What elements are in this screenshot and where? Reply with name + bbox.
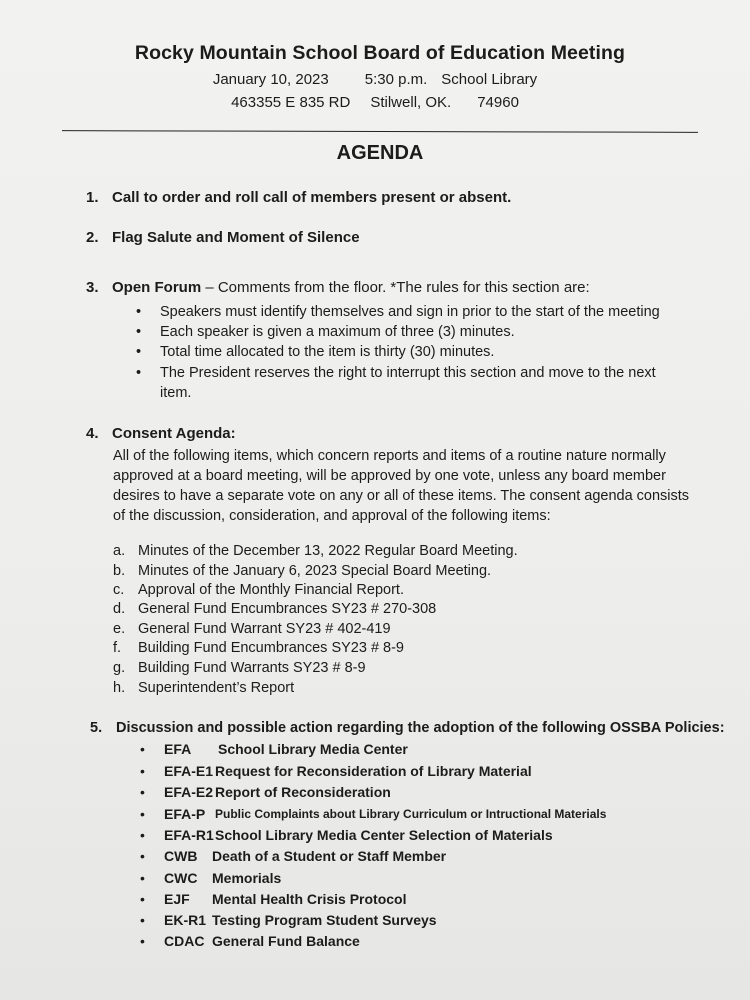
item-title: Discussion and possible action regarding the adoption of the following OSSBA Policies:: [116, 720, 725, 736]
subitem-text: Minutes of the January 6, 2023 Special Board Meeting.: [138, 563, 492, 579]
agenda-item-3: [86, 279, 590, 296]
bullet-text: The President reserves the right to interrupt this section and move to the next: [160, 365, 656, 381]
item-number: 5.: [90, 720, 103, 736]
bullet-icon: •: [136, 304, 142, 320]
meeting-info-line: [0, 71, 750, 88]
bullet-text: Total time allocated to the item is thirty (30) minutes.: [160, 344, 495, 360]
bullet-text: item.: [160, 385, 192, 401]
bullet-icon: •: [140, 848, 145, 864]
policy-description: Report of Reconsideration: [215, 784, 391, 800]
bullet-icon: •: [140, 806, 145, 822]
policy-code: CWB: [164, 848, 198, 864]
agenda-heading: AGENDA: [336, 142, 424, 164]
subitem-text: Building Fund Encumbrances SY23 # 8-9: [138, 640, 404, 656]
subitem-letter: d.: [113, 601, 126, 617]
consent-subitem: [113, 621, 391, 637]
agenda-item-1: [86, 189, 511, 206]
policy-description: Mental Health Crisis Protocol: [212, 891, 407, 907]
address-line: [0, 94, 750, 111]
subitem-text: Approval of the Monthly Financial Report.: [138, 582, 404, 598]
subitem-letter: a.: [113, 543, 126, 559]
consent-subitem: [113, 680, 294, 696]
item-title: Call to order and roll call of members present or absent.: [112, 189, 512, 206]
bullet-icon: •: [140, 912, 145, 928]
policy-code: CWC: [164, 870, 198, 886]
meeting-date: January 10, 2023: [212, 71, 329, 88]
subitem-letter: h.: [113, 680, 126, 696]
consent-agenda-paragraph: All of the following items, which concern reports and items of a routine nature normally approved at a board meeting, will be approved by one vote, unless any board member desires to have a separate vote on any or all of these items. The consent agenda consists of the discussion, consideration, and approval of the following items:: [113, 448, 690, 524]
subitem-letter: b.: [113, 563, 126, 579]
policy-description: Testing Program Student Surveys: [212, 912, 437, 928]
consent-subitem: [113, 563, 491, 579]
bullet-icon: •: [136, 344, 142, 360]
bullet-icon: •: [136, 324, 142, 340]
consent-subitem: [113, 543, 518, 559]
agenda-item-5: [90, 720, 725, 736]
subitem-letter: c.: [113, 582, 125, 598]
subitem-letter: g.: [113, 660, 126, 676]
policy-code: EFA-E1: [164, 763, 214, 779]
policy-code: CDAC: [164, 933, 205, 949]
bullet-icon: •: [140, 784, 145, 800]
item-number: 4.: [86, 425, 99, 442]
subitem-text: Superintendent’s Report: [138, 680, 295, 696]
policy-description: Death of a Student or Staff Member: [212, 848, 447, 864]
bullet-icon: •: [140, 891, 145, 907]
subitem-text: General Fund Encumbrances SY23 # 270-308: [138, 601, 437, 617]
item-title: Flag Salute and Moment of Silence: [112, 229, 360, 246]
policy-code: EFA-R1: [164, 827, 214, 843]
policy-code: EFA-E2: [164, 784, 214, 800]
policy-description: Memorials: [212, 870, 282, 886]
bullet-icon: •: [140, 870, 145, 886]
agenda-item-2: [86, 229, 360, 246]
item-number: 1.: [86, 189, 99, 206]
policy-code: EJF: [164, 891, 190, 907]
bullet-icon: •: [140, 763, 145, 779]
policy-description: School Library Media Center Selection of Materials: [215, 827, 553, 843]
item-title: Open Forum: [112, 279, 202, 296]
item-description: – Comments from the floor. *The rules for this section are:: [201, 279, 590, 296]
meeting-location: School Library: [441, 71, 538, 88]
policy-description: General Fund Balance: [212, 933, 360, 949]
policy-code: EK-R1: [164, 912, 207, 928]
subitem-text: Minutes of the December 13, 2022 Regular Board Meeting.: [138, 543, 518, 559]
policy-code: EFA-P: [164, 806, 206, 822]
bullet-text: Speakers must identify themselves and sign in prior to the start of the meeting: [160, 304, 660, 320]
consent-subitem: [113, 601, 436, 617]
policy-description: School Library Media Center: [218, 741, 408, 757]
street-address: 463355 E 835 RD: [231, 94, 351, 111]
consent-subitem: [113, 582, 404, 598]
zip-code: 74960: [477, 94, 519, 111]
city-state: Stilwell, OK.: [370, 94, 452, 111]
bullet-icon: •: [140, 741, 145, 757]
bullet-icon: •: [140, 933, 145, 949]
subitem-text: Building Fund Warrants SY23 # 8-9: [138, 660, 366, 676]
document-title: Rocky Mountain School Board of Education Meeting: [134, 42, 626, 64]
item-title: Consent Agenda:: [112, 425, 236, 442]
bullet-text: Each speaker is given a maximum of three (3) minutes.: [160, 324, 515, 340]
bullet-icon: •: [140, 827, 145, 843]
agenda-item-4: [86, 425, 236, 442]
item-number: 2.: [86, 229, 99, 246]
document-header: [0, 42, 750, 111]
header-divider: [62, 130, 698, 133]
policy-description: Request for Reconsideration of Library Material: [215, 763, 532, 779]
subitem-text: General Fund Warrant SY23 # 402-419: [138, 621, 391, 637]
consent-subitem: [113, 660, 366, 676]
meeting-time: 5:30 p.m.: [364, 71, 428, 88]
item-number: 3.: [86, 279, 99, 296]
policy-code: EFA: [164, 741, 192, 757]
bullet-icon: •: [136, 365, 142, 381]
subitem-letter: f.: [113, 640, 122, 656]
consent-subitem: [113, 640, 404, 656]
subitem-letter: e.: [113, 621, 126, 637]
policy-description: Public Complaints about Library Curriculum or Intructional Materials: [215, 807, 607, 821]
